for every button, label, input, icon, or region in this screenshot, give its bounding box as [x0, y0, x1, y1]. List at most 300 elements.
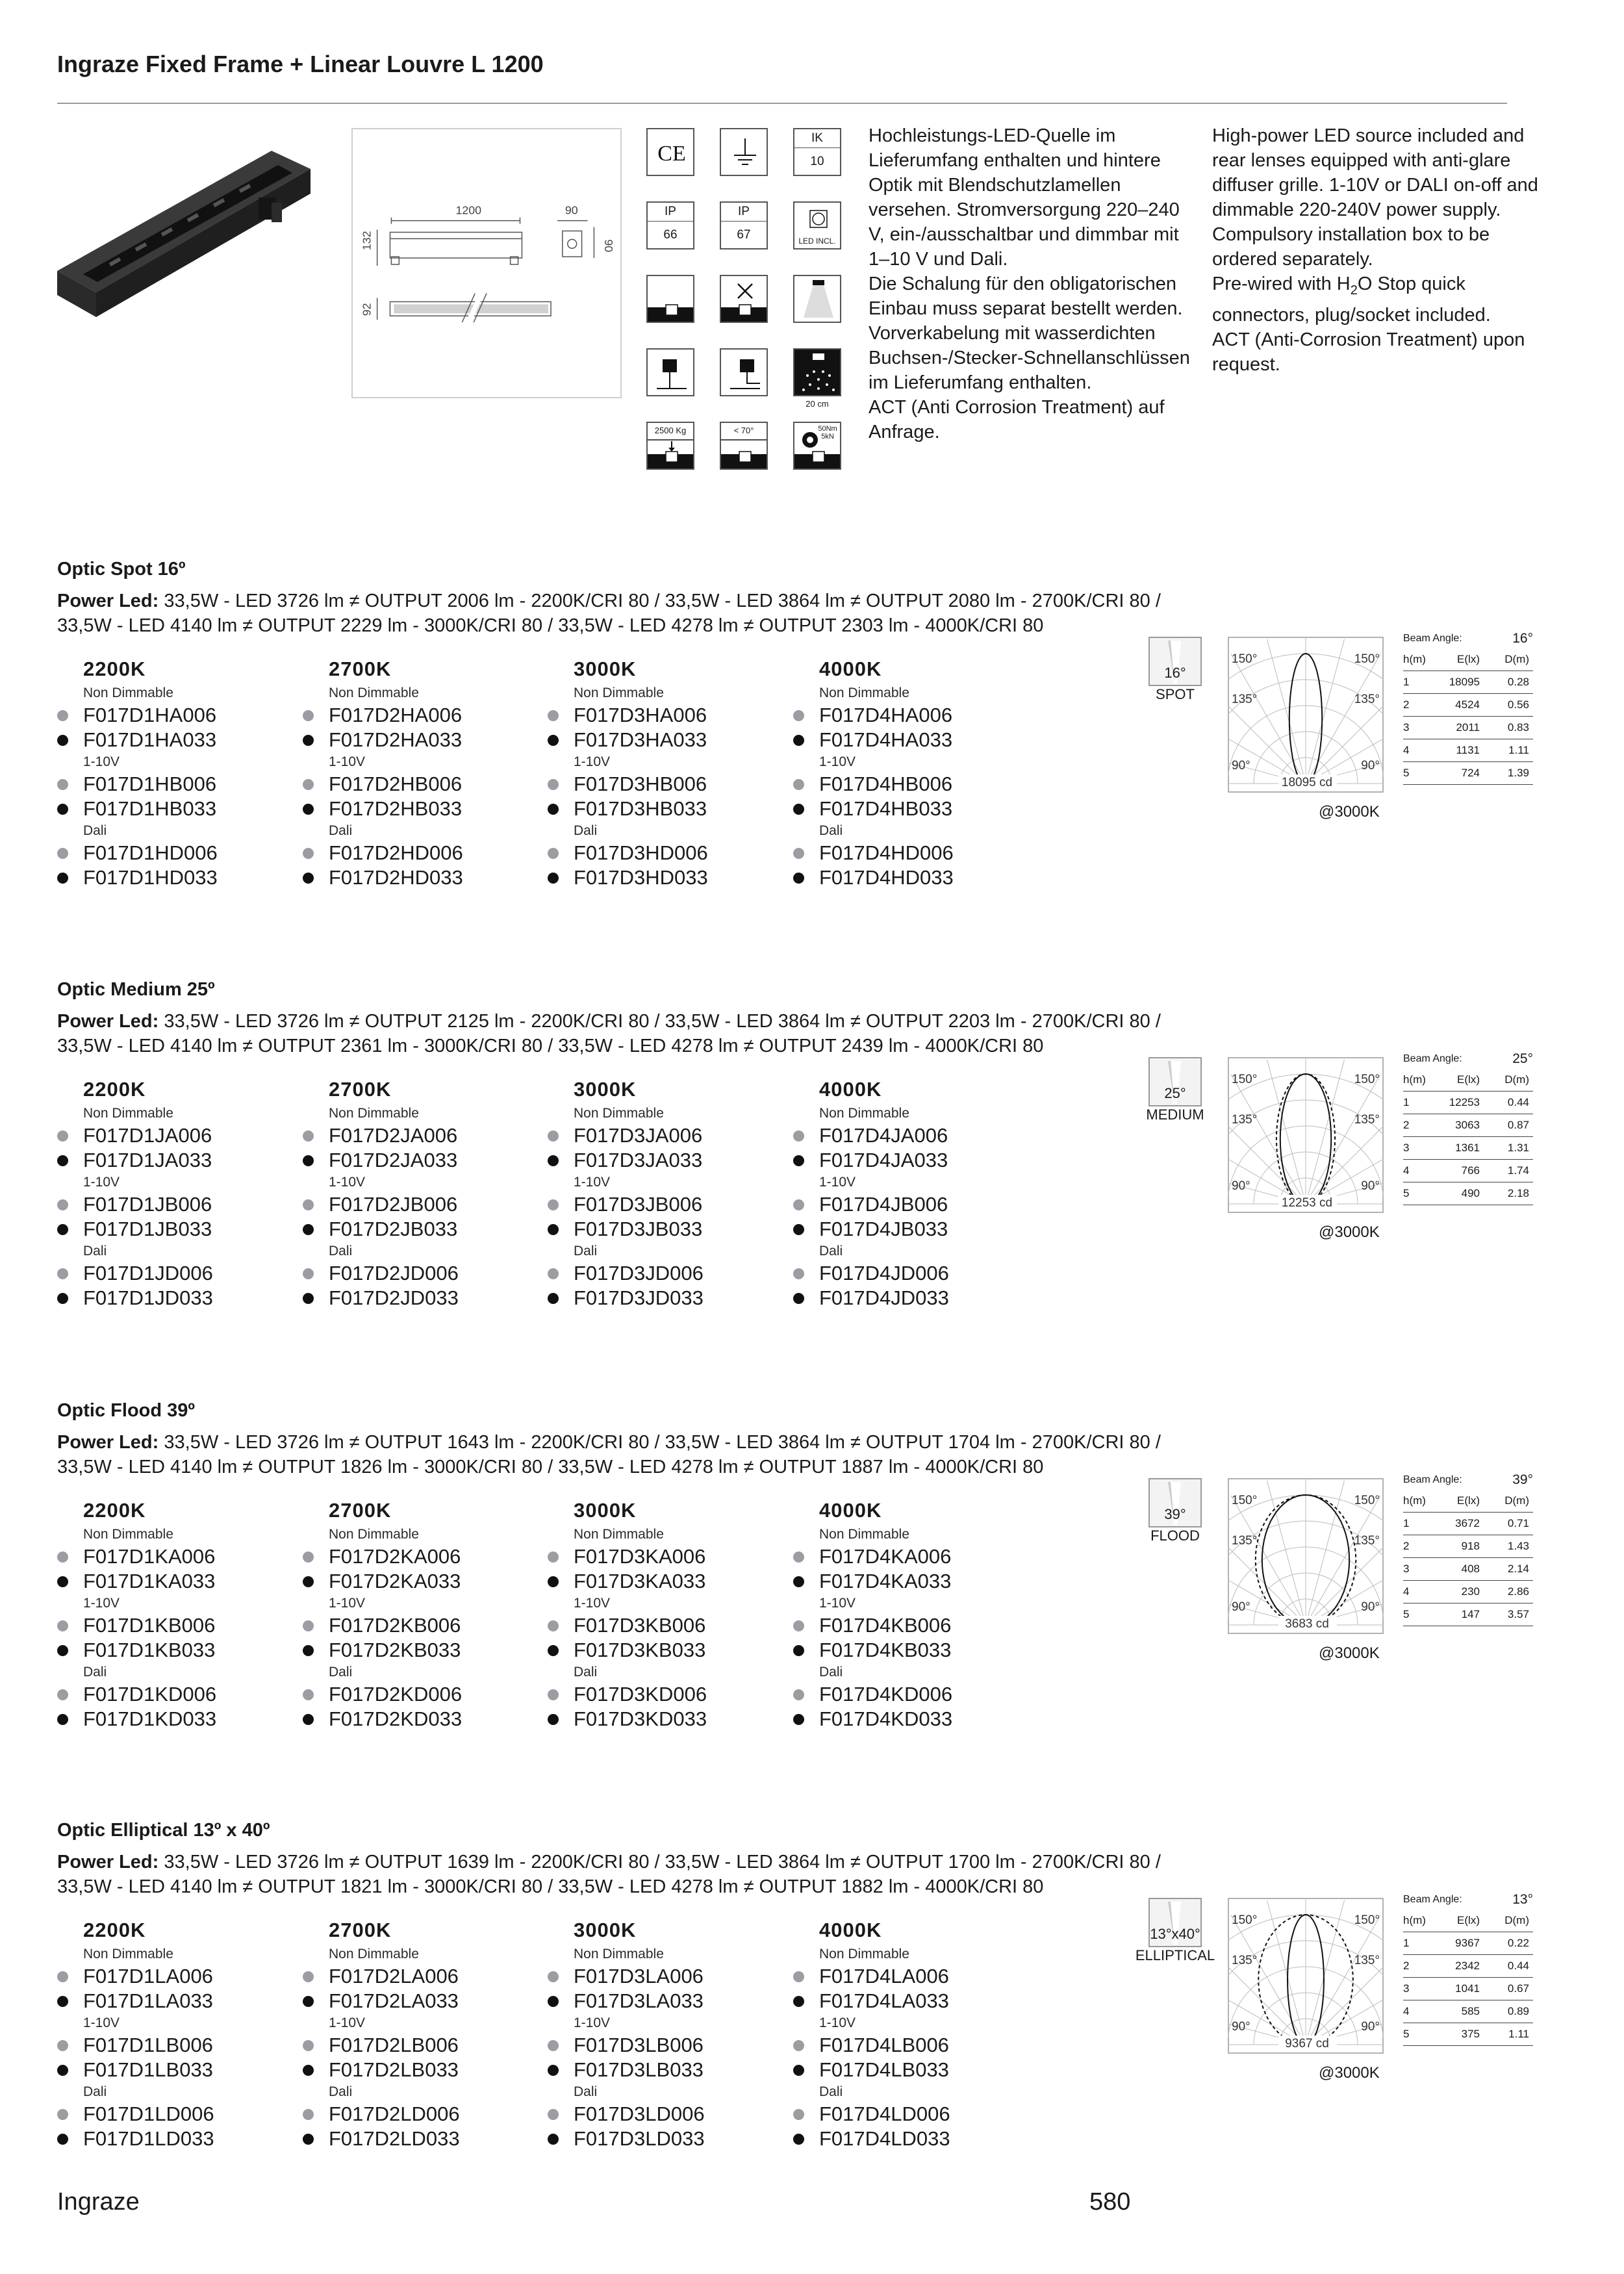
- color-temperature-column: [548, 1919, 781, 2151]
- black-finish-dot: [57, 873, 68, 884]
- product-code: F017D4KB006: [793, 1613, 1027, 1638]
- product-code: F017D1JA006: [57, 1123, 291, 1148]
- grey-finish-dot: [793, 2109, 804, 2120]
- dimming-group-label: 1-10V: [329, 2015, 366, 2030]
- dimming-group-label: Dali: [574, 1665, 598, 1680]
- ik10-icon: IK 10: [793, 128, 841, 176]
- product-code: F017D2LB006: [303, 2033, 537, 2058]
- polar-angle-label: 150°: [1232, 1494, 1258, 1507]
- dim-height-label: 132: [360, 231, 374, 251]
- product-code: F017D4LA006: [793, 1964, 1027, 1989]
- product-code: F017D2KB033: [303, 1638, 537, 1663]
- grey-finish-dot: [793, 1971, 804, 1982]
- grey-finish-dot: [548, 2040, 559, 2051]
- product-code: F017D2LD006: [303, 2102, 537, 2127]
- black-finish-dot: [57, 735, 68, 746]
- table-row: 2 3063 0.87: [1403, 1114, 1533, 1137]
- candela-label: 9367 cd: [1285, 2037, 1329, 2050]
- section-title: Optic Flood 39º: [57, 1400, 195, 1421]
- optic-section: [57, 1820, 1545, 2197]
- dimming-group-label: Dali: [329, 823, 353, 838]
- product-code: F017D3JA006: [548, 1123, 781, 1148]
- polar-angle-label: 150°: [1354, 1073, 1380, 1086]
- grey-finish-dot: [548, 848, 559, 859]
- grey-finish-dot: [793, 710, 804, 721]
- black-finish-dot: [303, 1714, 314, 1725]
- grey-finish-dot: [303, 1971, 314, 1982]
- product-code: F017D1HB033: [57, 797, 291, 821]
- polar-light-distribution: [1228, 637, 1384, 793]
- black-finish-dot: [57, 1996, 68, 2007]
- product-code: F017D4JB033: [793, 1217, 1027, 1242]
- color-temperature-column: [548, 658, 781, 890]
- dim-front-label: 92: [360, 303, 374, 316]
- color-temperature-heading: 4000K: [819, 1078, 882, 1101]
- grey-finish-dot: [57, 1689, 68, 1700]
- color-temperature-column: [548, 1078, 781, 1310]
- polar-angle-label: 135°: [1354, 693, 1380, 706]
- table-header: h(m) E(lx) D(m): [1403, 1910, 1533, 1932]
- product-code: F017D4KA006: [793, 1544, 1027, 1569]
- black-finish-dot: [548, 1996, 559, 2007]
- product-code: F017D4LD006: [793, 2102, 1027, 2127]
- table-row: 5 375 1.11: [1403, 2023, 1533, 2046]
- beam-angle-label: 16°: [1164, 665, 1186, 681]
- polar-angle-label: 135°: [1232, 693, 1258, 706]
- black-finish-dot: [793, 804, 804, 815]
- product-code: F017D3LD006: [548, 2102, 781, 2127]
- dimming-group-label: Non Dimmable: [329, 1947, 419, 1961]
- description-paragraph: Die Schalung für den obligatorischen Einbau muss separat bestellt werden.: [869, 274, 1183, 319]
- product-code: F017D2JB006: [303, 1192, 537, 1217]
- grey-finish-dot: [57, 1268, 68, 1279]
- black-finish-dot: [548, 1645, 559, 1656]
- black-finish-dot: [793, 2065, 804, 2076]
- grey-finish-dot: [548, 1268, 559, 1279]
- grey-finish-dot: [57, 1552, 68, 1563]
- color-temperature-heading: 2700K: [329, 658, 392, 680]
- product-code: F017D4KB033: [793, 1638, 1027, 1663]
- black-finish-dot: [793, 2134, 804, 2145]
- grey-finish-dot: [57, 2109, 68, 2120]
- grey-finish-dot: [303, 1268, 314, 1279]
- product-code: F017D1LD033: [57, 2127, 291, 2151]
- candela-label: 18095 cd: [1281, 776, 1333, 789]
- description-paragraph: Pre-wired with $H_2O$ Stop quick connectors, plug/socket included.: [1212, 274, 1491, 326]
- grey-finish-dot: [57, 1620, 68, 1631]
- product-code: F017D2JB033: [303, 1217, 537, 1242]
- product-code: F017D4JA006: [793, 1123, 1027, 1148]
- black-finish-dot: [57, 1576, 68, 1587]
- grey-finish-dot: [548, 1199, 559, 1210]
- product-code: F017D3LD033: [548, 2127, 781, 2151]
- load-2500kg-icon: 2500 Kg: [646, 422, 694, 470]
- black-finish-dot: [303, 1996, 314, 2007]
- product-code: F017D3LA006: [548, 1964, 781, 1989]
- black-finish-dot: [548, 873, 559, 884]
- beam-angle-row: Beam Angle: 39°: [1403, 1472, 1533, 1487]
- black-finish-dot: [303, 1293, 314, 1304]
- product-code: F017D4HA006: [793, 703, 1027, 728]
- product-code: F017D1HD033: [57, 865, 291, 890]
- table-row: 4 230 2.86: [1403, 1581, 1533, 1603]
- color-temperature-heading: 2700K: [329, 1919, 392, 1941]
- product-code: F017D1KD033: [57, 1707, 291, 1731]
- product-code: F017D1KB033: [57, 1638, 291, 1663]
- black-finish-dot: [57, 804, 68, 815]
- grey-finish-dot: [57, 1971, 68, 1982]
- black-finish-dot: [57, 2134, 68, 2145]
- grey-finish-dot: [793, 848, 804, 859]
- polar-light-distribution: [1228, 1057, 1384, 1213]
- dimming-group-label: Dali: [819, 1244, 843, 1258]
- black-finish-dot: [303, 2134, 314, 2145]
- beam-angle-label: 25°: [1164, 1085, 1186, 1101]
- dimming-group-label: Non Dimmable: [83, 1947, 173, 1961]
- description-paragraph: Vorverkabelung mit wasserdichten Buchsen-/Stecker-Schnellanschlüssen im Lieferumfang enthalten.: [869, 323, 1190, 393]
- product-code: F017D3JA033: [548, 1148, 781, 1173]
- beam-angle-row: Beam Angle: 16°: [1403, 631, 1533, 646]
- dimming-group-label: 1-10V: [574, 2015, 611, 2030]
- polar-angle-label: 90°: [1361, 2020, 1380, 2034]
- polar-angle-label: 135°: [1232, 1954, 1258, 1967]
- product-code: F017D3JB006: [548, 1192, 781, 1217]
- black-finish-dot: [548, 2134, 559, 2145]
- candela-label: 3683 cd: [1285, 1617, 1329, 1631]
- polar-angle-label: 150°: [1354, 652, 1380, 666]
- reference-temperature-label: @3000K: [1319, 803, 1380, 821]
- beam-angle-label: 39°: [1164, 1506, 1186, 1522]
- black-finish-dot: [303, 2065, 314, 2076]
- description-paragraph: High-power LED source included and rear lenses equipped with anti-glare diffuser grille. 1-10V or DALI on-off and dimmable 220-240V power supply.: [1212, 125, 1538, 220]
- product-code: F017D4LA033: [793, 1989, 1027, 2013]
- polar-angle-label: 90°: [1232, 759, 1250, 773]
- footer-brand: Ingraze: [57, 2188, 140, 2216]
- product-code: F017D3HA033: [548, 728, 781, 752]
- grey-finish-dot: [303, 848, 314, 859]
- product-code: F017D4KD006: [793, 1682, 1027, 1707]
- product-code: F017D3JD033: [548, 1286, 781, 1310]
- product-code: F017D2KD006: [303, 1682, 537, 1707]
- dimming-group-label: Non Dimmable: [83, 1106, 173, 1121]
- product-image: [57, 151, 317, 346]
- ground-symbol-icon: [720, 128, 768, 176]
- product-code: F017D1LD006: [57, 2102, 291, 2127]
- product-code: F017D3HA006: [548, 703, 781, 728]
- product-code: F017D1LB006: [57, 2033, 291, 2058]
- power-led-spec: [57, 1430, 1356, 1479]
- color-temperature-heading: 2700K: [329, 1078, 392, 1101]
- black-finish-dot: [793, 1996, 804, 2007]
- svg-text:CE: CE: [657, 142, 686, 166]
- dimming-group-label: Dali: [83, 1665, 107, 1680]
- grey-finish-dot: [548, 1971, 559, 1982]
- product-code: F017D3HD033: [548, 865, 781, 890]
- polar-angle-label: 135°: [1232, 1534, 1258, 1548]
- product-code: F017D1JD033: [57, 1286, 291, 1310]
- reference-temperature-label: @3000K: [1319, 2064, 1380, 2082]
- product-code: F017D3KD033: [548, 1707, 781, 1731]
- black-finish-dot: [548, 2065, 559, 2076]
- black-finish-dot: [303, 804, 314, 815]
- product-code: F017D1JB006: [57, 1192, 291, 1217]
- product-code: F017D4HA033: [793, 728, 1027, 752]
- color-temperature-column: [57, 1499, 291, 1731]
- dimming-group-label: 1-10V: [83, 1175, 120, 1190]
- black-finish-dot: [793, 1224, 804, 1235]
- dimming-group-label: 1-10V: [819, 2015, 856, 2030]
- power-led-spec: [57, 1850, 1356, 1899]
- grey-finish-dot: [303, 1552, 314, 1563]
- product-code: F017D2LD033: [303, 2127, 537, 2151]
- color-temperature-column: [793, 1078, 1027, 1310]
- black-finish-dot: [303, 873, 314, 884]
- color-temperature-heading: 3000K: [574, 1078, 637, 1101]
- power-line: 33,5W - LED 3726 lm ≠ OUTPUT 1639 lm - 2200K/CRI 80 / 33,5W - LED 3864 lm ≠ OUTPUT 1700 lm - 2700K/CRI 80 /: [164, 1852, 1161, 1872]
- product-code: F017D4LB033: [793, 2058, 1027, 2082]
- product-code: F017D3JB033: [548, 1217, 781, 1242]
- product-code: F017D3HB006: [548, 772, 781, 797]
- led-included-icon: LED INCL.: [793, 201, 841, 249]
- product-code: F017D2LA006: [303, 1964, 537, 1989]
- color-temperature-column: [57, 1919, 291, 2151]
- description-paragraph: Hochleistungs-LED-Quelle im Lieferumfang enthalten und hintere Optik mit Blendschutzlamellen versehen. Stromversorgung 220–240 V, ein-/ausschaltbar und dimmbar mit 1–10 V und Dali.: [869, 125, 1180, 270]
- product-code: F017D4HD006: [793, 841, 1027, 865]
- black-finish-dot: [57, 1224, 68, 1235]
- grey-finish-dot: [57, 1131, 68, 1142]
- black-finish-dot: [548, 804, 559, 815]
- table-row: 3 1041 0.67: [1403, 1978, 1533, 2000]
- polar-angle-label: 90°: [1361, 1179, 1380, 1193]
- black-finish-dot: [548, 1155, 559, 1166]
- dimming-group-label: Non Dimmable: [819, 1527, 909, 1542]
- polar-angle-label: 135°: [1354, 1534, 1380, 1548]
- power-line: 33,5W - LED 4140 lm ≠ OUTPUT 2229 lm - 3000K/CRI 80 / 33,5W - LED 4278 lm ≠ OUTPUT 2303 lm - 4000K/CRI 80: [57, 615, 1044, 636]
- dimming-group-label: Non Dimmable: [329, 1527, 419, 1542]
- dimming-group-label: Dali: [819, 823, 843, 838]
- dimming-group-label: 1-10V: [83, 754, 120, 769]
- product-code: F017D2JD006: [303, 1261, 537, 1286]
- grey-finish-dot: [303, 2109, 314, 2120]
- product-code: F017D4KD033: [793, 1707, 1027, 1731]
- table-header: h(m) E(lx) D(m): [1403, 1069, 1533, 1092]
- power-led-spec: [57, 589, 1356, 638]
- product-code: F017D2HA006: [303, 703, 537, 728]
- black-finish-dot: [548, 1293, 559, 1304]
- color-temperature-column: [303, 1919, 537, 2151]
- grey-finish-dot: [303, 1199, 314, 1210]
- color-temperature-column: [793, 658, 1027, 890]
- description-paragraph: Compulsory installation box to be ordered separately.: [1212, 224, 1490, 270]
- product-code: F017D3KB033: [548, 1638, 781, 1663]
- dimming-group-label: Dali: [329, 2084, 353, 2099]
- table-row: 4 585 0.89: [1403, 2000, 1533, 2023]
- product-code: F017D1KA033: [57, 1569, 291, 1594]
- dimming-group-label: 1-10V: [83, 1596, 120, 1611]
- grey-finish-dot: [303, 779, 314, 790]
- grey-finish-dot: [793, 1620, 804, 1631]
- product-code: F017D4JB006: [793, 1192, 1027, 1217]
- product-code: F017D4HB006: [793, 772, 1027, 797]
- power-line: 33,5W - LED 4140 lm ≠ OUTPUT 1821 lm - 3000K/CRI 80 / 33,5W - LED 4278 lm ≠ OUTPUT 1882 lm - 4000K/CRI 80: [57, 1876, 1044, 1897]
- cable-downwards-icon: [646, 348, 694, 396]
- table-row: 5 147 3.57: [1403, 1603, 1533, 1626]
- grey-finish-dot: [793, 1689, 804, 1700]
- product-code: F017D2JD033: [303, 1286, 537, 1310]
- product-code: F017D2HB033: [303, 797, 537, 821]
- black-finish-dot: [793, 1155, 804, 1166]
- dimming-group-label: 1-10V: [329, 1175, 366, 1190]
- power-line: 33,5W - LED 4140 lm ≠ OUTPUT 1826 lm - 3000K/CRI 80 / 33,5W - LED 4278 lm ≠ OUTPUT 1887 lm - 4000K/CRI 80: [57, 1457, 1044, 1477]
- product-code: F017D1LA006: [57, 1964, 291, 1989]
- dimming-group-label: 1-10V: [574, 1596, 611, 1611]
- beam-type-label: FLOOD: [1150, 1527, 1200, 1544]
- black-finish-dot: [57, 1293, 68, 1304]
- color-temperature-column: [793, 1499, 1027, 1731]
- table-row: 2 2342 0.44: [1403, 1955, 1533, 1978]
- product-code: F017D3LB006: [548, 2033, 781, 2058]
- grey-finish-dot: [793, 1199, 804, 1210]
- page-title: Ingraze Fixed Frame + Linear Louvre L 1200: [57, 51, 544, 77]
- product-code: F017D1LB033: [57, 2058, 291, 2082]
- reference-temperature-label: @3000K: [1319, 1644, 1380, 1662]
- product-code: F017D1JD006: [57, 1261, 291, 1286]
- black-finish-dot: [57, 1645, 68, 1656]
- table-row: 3 408 2.14: [1403, 1558, 1533, 1581]
- product-code: F017D2HD006: [303, 841, 537, 865]
- polar-angle-label: 90°: [1361, 759, 1380, 773]
- dimming-group-label: Non Dimmable: [83, 685, 173, 700]
- black-finish-dot: [793, 735, 804, 746]
- color-temperature-heading: 4000K: [819, 658, 882, 680]
- description-english: [1212, 123, 1550, 377]
- grey-finish-dot: [303, 1689, 314, 1700]
- table-row: 1 18095 0.28: [1403, 671, 1533, 694]
- grey-finish-dot: [548, 1620, 559, 1631]
- color-temperature-heading: 4000K: [819, 1499, 882, 1522]
- illuminance-table: [1403, 1049, 1533, 1205]
- grey-finish-dot: [57, 710, 68, 721]
- black-finish-dot: [303, 1155, 314, 1166]
- product-code: F017D2KB006: [303, 1613, 537, 1638]
- grey-finish-dot: [548, 779, 559, 790]
- grey-finish-dot: [793, 1131, 804, 1142]
- black-finish-dot: [793, 1293, 804, 1304]
- color-temperature-column: [303, 1078, 537, 1310]
- optic-section: [57, 1400, 1545, 1777]
- dimming-group-label: Non Dimmable: [83, 1527, 173, 1542]
- product-code: F017D1KD006: [57, 1682, 291, 1707]
- product-code: F017D2HB006: [303, 772, 537, 797]
- color-temperature-heading: 2200K: [83, 1078, 146, 1101]
- dim-side-label: 90: [602, 239, 616, 253]
- polar-light-distribution: [1228, 1478, 1384, 1634]
- dimming-group-label: Dali: [83, 1244, 107, 1258]
- distance-label: 20 cm: [806, 399, 829, 409]
- polar-angle-label: 90°: [1361, 1600, 1380, 1614]
- product-code: F017D1HD006: [57, 841, 291, 865]
- cable-sideways-icon: [720, 348, 768, 396]
- color-temperature-column: [57, 1078, 291, 1310]
- description-paragraph: ACT (Anti-Corrosion Treatment) upon request.: [1212, 329, 1525, 375]
- power-line: 33,5W - LED 3726 lm ≠ OUTPUT 1643 lm - 2200K/CRI 80 / 33,5W - LED 3864 lm ≠ OUTPUT 1704 lm - 2700K/CRI 80 /: [164, 1432, 1161, 1453]
- product-code: F017D2HD033: [303, 865, 537, 890]
- product-code: F017D3KD006: [548, 1682, 781, 1707]
- dimming-group-label: Non Dimmable: [574, 1947, 664, 1961]
- beam-angle-row: Beam Angle: 13°: [1403, 1892, 1533, 1907]
- color-temperature-column: [548, 1499, 781, 1731]
- product-code: F017D4LB006: [793, 2033, 1027, 2058]
- product-code: F017D4HD033: [793, 865, 1027, 890]
- polar-angle-label: 135°: [1354, 1954, 1380, 1967]
- product-code: F017D4JA033: [793, 1148, 1027, 1173]
- dim-width-label: 90: [565, 203, 578, 217]
- product-code: F017D3HB033: [548, 797, 781, 821]
- product-code: F017D3HD006: [548, 841, 781, 865]
- polar-angle-label: 90°: [1232, 2020, 1250, 2034]
- dimming-group-label: Non Dimmable: [329, 685, 419, 700]
- table-row: 1 3672 0.71: [1403, 1513, 1533, 1535]
- product-code: F017D1KA006: [57, 1544, 291, 1569]
- color-temperature-heading: 3000K: [574, 658, 637, 680]
- polar-angle-label: 150°: [1354, 1913, 1380, 1927]
- dimming-group-label: 1-10V: [574, 754, 611, 769]
- power-led-label: Power Led:: [57, 1011, 159, 1032]
- table-header: h(m) E(lx) D(m): [1403, 648, 1533, 671]
- product-code: F017D3LB033: [548, 2058, 781, 2082]
- product-code: F017D3JD006: [548, 1261, 781, 1286]
- black-finish-dot: [548, 735, 559, 746]
- product-code: F017D2JA006: [303, 1123, 537, 1148]
- beam-type-label: MEDIUM: [1146, 1106, 1204, 1123]
- table-row: 5 724 1.39: [1403, 762, 1533, 785]
- dimming-group-label: Non Dimmable: [819, 1947, 909, 1961]
- dimming-group-label: Dali: [329, 1665, 353, 1680]
- power-led-label: Power Led:: [57, 1852, 159, 1872]
- table-row: 1 12253 0.44: [1403, 1092, 1533, 1114]
- grey-finish-dot: [303, 1620, 314, 1631]
- product-code: F017D1HA033: [57, 728, 291, 752]
- dimming-group-label: Non Dimmable: [819, 1106, 909, 1121]
- product-code: F017D2KA006: [303, 1544, 537, 1569]
- optic-section: [57, 559, 1545, 936]
- color-temperature-heading: 2700K: [329, 1499, 392, 1522]
- product-code: F017D2HA033: [303, 728, 537, 752]
- power-line: 33,5W - LED 4140 lm ≠ OUTPUT 2361 lm - 3000K/CRI 80 / 33,5W - LED 4278 lm ≠ OUTPUT 2439 lm - 4000K/CRI 80: [57, 1036, 1044, 1056]
- black-finish-dot: [548, 1224, 559, 1235]
- surface-temp-icon: < 70°: [720, 422, 768, 470]
- polar-angle-label: 150°: [1232, 1913, 1258, 1927]
- product-code: F017D4JD006: [793, 1261, 1027, 1286]
- grey-finish-dot: [303, 2040, 314, 2051]
- polar-light-distribution: [1228, 1898, 1384, 2054]
- section-title: Optic Medium 25º: [57, 979, 215, 1000]
- black-finish-dot: [793, 873, 804, 884]
- product-code: F017D4HB033: [793, 797, 1027, 821]
- light-beam-icon: [793, 275, 841, 323]
- product-code: F017D2KD033: [303, 1707, 537, 1731]
- color-temperature-heading: 3000K: [574, 1919, 637, 1941]
- product-code: F017D3KA006: [548, 1544, 781, 1569]
- section-title: Optic Spot 16º: [57, 559, 186, 580]
- power-led-spec: [57, 1009, 1356, 1058]
- polar-angle-label: 150°: [1354, 1494, 1380, 1507]
- color-temperature-column: [57, 658, 291, 890]
- power-led-label: Power Led:: [57, 1432, 159, 1453]
- dimming-group-label: Non Dimmable: [819, 685, 909, 700]
- table-row: 5 490 2.18: [1403, 1182, 1533, 1205]
- table-row: 2 4524 0.56: [1403, 694, 1533, 717]
